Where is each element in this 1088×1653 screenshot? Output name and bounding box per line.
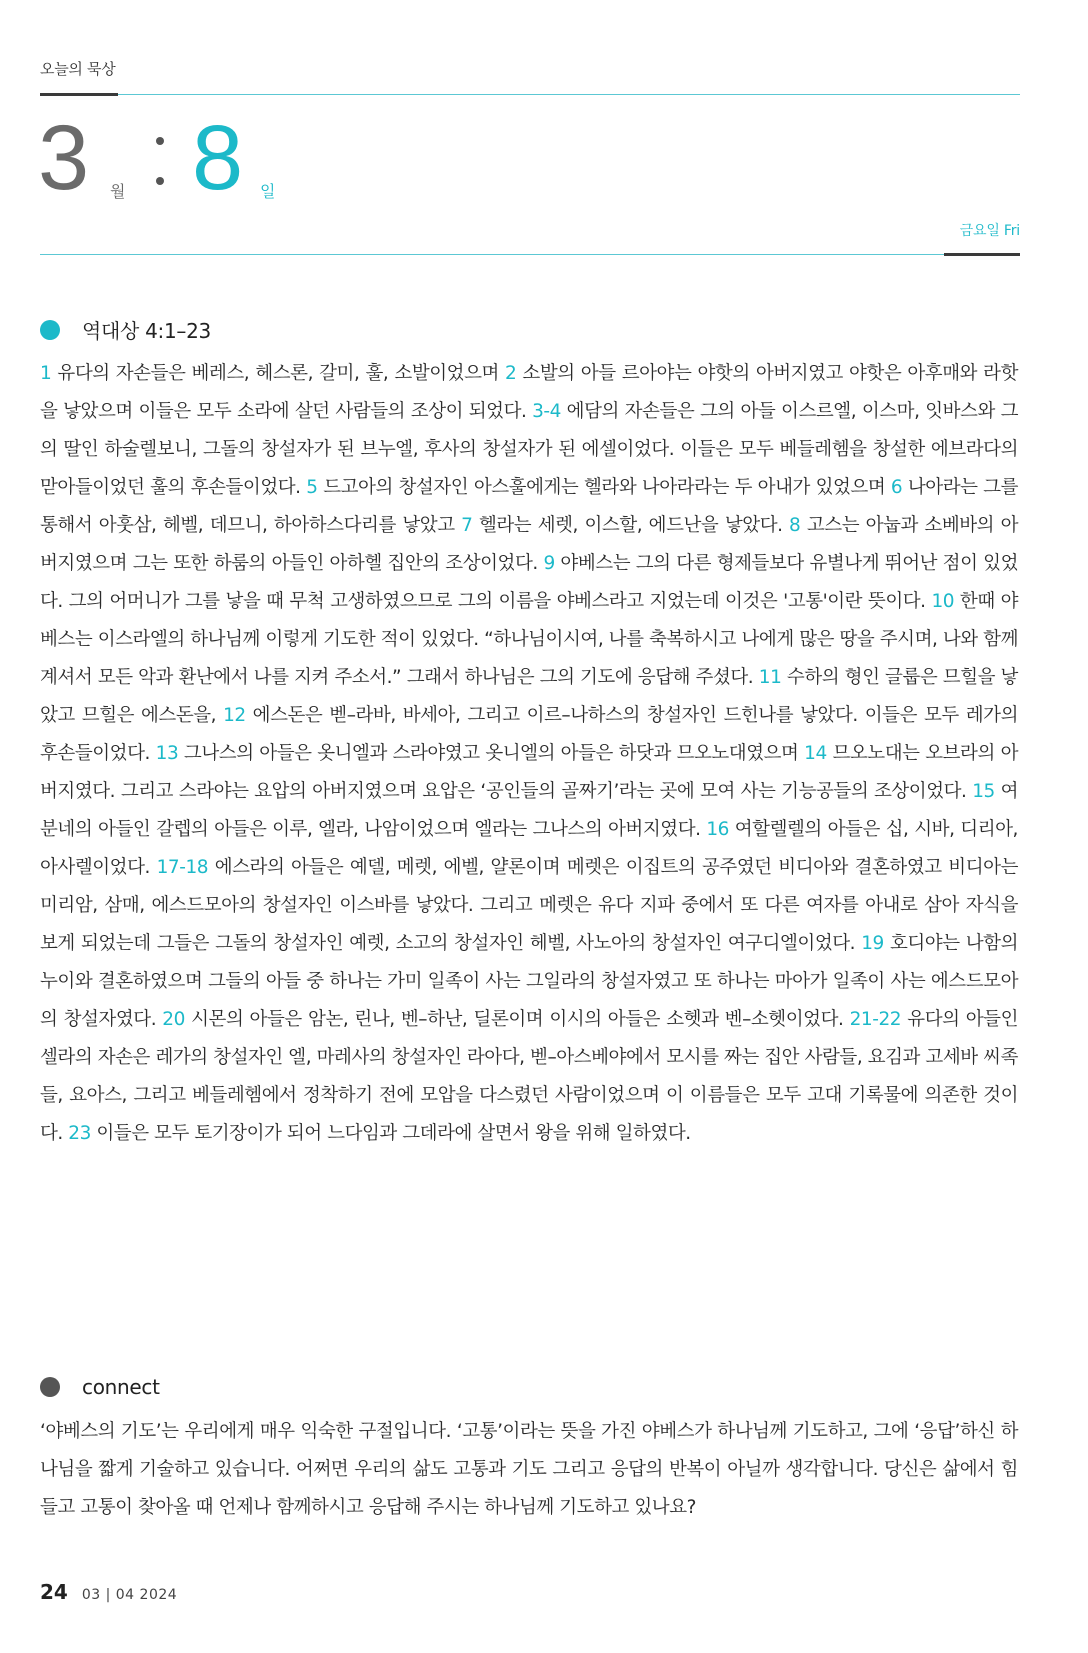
verse-number: 1 xyxy=(40,363,52,384)
verse-text: 수하의 형인 글룹은 므힐을 낳았고 므힐은 에스돈을, xyxy=(40,667,1018,726)
verse-number: 17-18 xyxy=(156,857,209,878)
date-day: 8 xyxy=(192,107,244,209)
verse-text: 그나스의 아들은 옷니엘과 스라야였고 옷니엘의 아들은 하닷과 므오노대였으며 xyxy=(178,743,805,764)
verse-text: 여할렐렐의 아들은 십, 시바, 디리아, 아사렐이었다. xyxy=(40,819,1018,878)
verse-text: 유다의 자손들은 베레스, 헤스론, 갈미, 훌, 소발이었으며 xyxy=(51,363,506,384)
date-divider xyxy=(40,254,944,255)
verse-text: 야베스는 그의 다른 형제들보다 유별나게 뛰어난 점이 있었다. 그의 어머니가 그를 낳을 때 무척 고생하였으므로 그의 이름을 야베스라고 지었는데 이것은 '고통'이란 뜻이다. xyxy=(40,553,1018,612)
page-footer xyxy=(40,1580,177,1604)
date-month-unit: 월 xyxy=(110,182,126,201)
scripture-heading xyxy=(40,315,211,344)
date-day-unit: 일 xyxy=(260,182,276,201)
verse-text: 여분네의 아들인 갈렙의 아들은 이루, 엘라, 나암이었으며 엘라는 그나스의 아버지였다. xyxy=(40,781,1018,840)
verse-text: 드고아의 창설자인 아스훌에게는 헬라와 나아라라는 두 아내가 있었으며 xyxy=(317,477,891,498)
verse-number: 16 xyxy=(706,819,729,840)
verse-number: 13 xyxy=(155,743,179,764)
verse-number: 5 xyxy=(306,477,318,498)
verse-text: 에스돈은 벧–라바, 바세아, 그리고 이르–나하스의 창설자인 드힌나를 낳았다. 이들은 모두 레가의 후손들이었다. xyxy=(40,705,1018,764)
verse-text: 에스라의 아들은 예델, 메렛, 에벨, 얄론이며 메렛은 이집트의 공주였던 비디아와 결혼하였고 비디아는 미리암, 삼매, 에스드모아의 창설자인 이스바를 낳았다. 그리고 메렛은 유다 지파 중에서 또 다른 여자를 아내로 삼아 자식을 보게 되었는데 그들은 그돌의 창설자인 예렛, 소고의 창설자인 헤벨, 사노아의 창설자인 여구디엘이었다. xyxy=(40,857,1018,954)
verse-text: 이들은 모두 토기장이가 되어 느다임과 그데라에 살면서 왕을 위해 일하였다. xyxy=(90,1123,691,1144)
scripture-text xyxy=(40,355,1018,1153)
verse-number: 7 xyxy=(461,515,473,536)
verse-text: 유다의 아들인 셀라의 자손은 레가의 창설자인 엘, 마레사의 창설자인 라아다, 벧–아스베야에서 모시를 짜는 집안 사람들, 요김과 고세바 씨족들, 요아스, 그리고 베들레헴에서 정착하기 전에 모압을 다스렸던 사람이었으며 이 이름들은 모두 고대 기록물에 의존한 것이다. xyxy=(40,1009,1018,1144)
verse-text: 고스는 아눕과 소베바의 아버지였으며 그는 또한 하룸의 아들인 아하헬 집안의 조상이었다. xyxy=(40,515,1018,574)
verse-number: 2 xyxy=(505,363,517,384)
verse-text: 에담의 자손들은 그의 아들 이스르엘, 이스마, 잇바스와 그의 딸인 하술렐보니, 그돌의 창설자가 된 브누엘, 후사의 창설자가 된 에셀이었다. 이들은 모두 베들레헴을 창설한 에브라다의 맏아들이었던 훌의 후손들이었다. xyxy=(40,401,1018,498)
weekday-label: 금요일 Fri xyxy=(959,223,1020,239)
verse-number: 21-22 xyxy=(849,1009,902,1030)
verse-number: 8 xyxy=(789,515,801,536)
verse-text: 소발의 아들 르아야는 야핫의 아버지였고 야핫은 아후매와 라핫을 낳았으며 이들은 모두 소라에 살던 사람들의 조상이 되었다. xyxy=(40,363,1018,422)
header-divider xyxy=(118,94,1020,95)
verse-number: 14 xyxy=(804,743,827,764)
connect-heading xyxy=(40,1375,160,1399)
date-colon-separator xyxy=(156,137,166,189)
connect-text: ‘야베스의 기도’는 우리에게 매우 익숙한 구절입니다. ‘고통’이라는 뜻을 가진 야베스가 하나님께 기도하고, 그에 ‘응답’하신 하나님을 짧게 기술하고 있습니다. 어쩌면 우리의 삶도 고통과 기도 그리고 응답의 반복이 아닐까 생각합니다. 당신은 삶에서 힘들고 고통이 찾아올 때 언제나 함께하시고 응답해 주시는 하나님께 기도하고 있나요? xyxy=(40,1421,1018,1518)
verse-number: 6 xyxy=(890,477,903,498)
verse-number: 10 xyxy=(931,591,955,612)
verse-number: 3-4 xyxy=(532,401,561,422)
verse-text: 헬라는 세렛, 이스할, 에드난을 낳았다. xyxy=(472,515,790,536)
verse-number: 12 xyxy=(223,705,246,726)
verse-text: 나아라는 그를 통해서 아훗삼, 헤벨, 데므니, 하아하스다리를 낳았고 xyxy=(40,477,1019,536)
verse-number: 11 xyxy=(758,667,782,688)
verse-number: 20 xyxy=(162,1009,185,1030)
scripture-reference: 역대상 4:1–23 xyxy=(82,319,211,343)
verse-number: 19 xyxy=(861,933,884,954)
page-number: 24 xyxy=(40,1580,68,1604)
section-label: 오늘의 묵상 xyxy=(40,60,116,78)
verse-number: 9 xyxy=(543,553,555,574)
issue-date: 03 | 04 2024 xyxy=(81,1587,178,1603)
weekday-underline xyxy=(944,253,1020,256)
gray-bullet-icon xyxy=(40,1377,60,1397)
verse-number: 15 xyxy=(972,781,995,802)
teal-bullet-icon xyxy=(40,320,60,340)
verse-text: 므오노대는 오브라의 아버지였다. 그리고 스라야는 요압의 아버지였으며 요압은 ‘공인들의 골짜기’라는 곳에 모여 사는 기능공들의 조상이었다. xyxy=(40,743,1018,802)
date-month: 3 xyxy=(38,107,90,209)
verse-text: 호디야는 나함의 누이와 결혼하였으며 그들의 아들 중 하나는 가미 일족이 사는 그일라의 창설자였고 또 하나는 마아가 일족이 사는 에스드모아의 창설자였다. xyxy=(40,933,1018,1030)
connect-title: connect xyxy=(82,1375,160,1399)
section-label-underline xyxy=(40,93,118,96)
verse-text: 시몬의 아들은 암논, 린나, 벤–하난, 딜론이며 이시의 아들은 소헷과 벤–소헷이었다. xyxy=(184,1009,850,1030)
verse-text: 한때 야베스는 이스라엘의 하나님께 이렇게 기도한 적이 있었다. “하나님이시여, 나를 축복하시고 나에게 많은 땅을 주시며, 나와 함께 계셔서 모든 악과 환난에서 나를 지켜 주소서.” 그래서 하나님은 그의 기도에 응답해 주셨다. xyxy=(40,591,1019,688)
verse-number: 23 xyxy=(68,1123,91,1144)
